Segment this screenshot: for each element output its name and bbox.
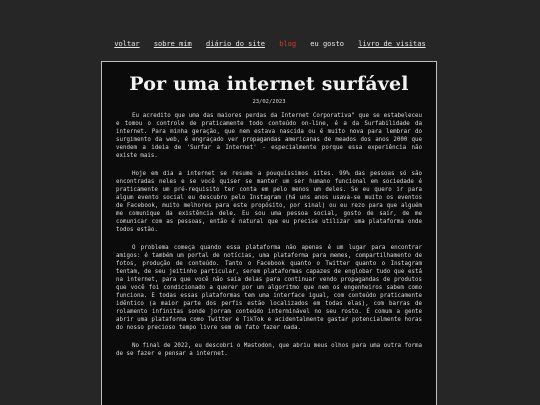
nav-link-voltar[interactable]: voltar: [114, 40, 140, 48]
post-paragraph: Hoje em dia a internet se resume a pouquíssimos sites. 99% das pessoas só são encontradas neles e se você quiser se manter um ser humano funcional em sociedade é praticamente um pré-requisito ter conta em pelo menos um deles. Se eu quero ir para algum evento social eu descubro pelo Instagram (há uns anos usava-se muito os eventos de Facebook, muito melhores para este propósito, por sinal) ou eu rezo para que alguém me comunique da existência dele. Eu sou uma pessoa social, gosto de sair, de me comunicar com as pessoas, então é natural que eu precise utilizar uma plataforma onde todos estão.: [116, 171, 422, 233]
post-paragraph: No final de 2022, eu descobri o Mastodon, que abriu meus olhos para uma outra forma de se fazer e pensar a internet.: [116, 343, 422, 357]
nav-link-sobre-mim[interactable]: sobre mim: [153, 40, 192, 48]
post-body[interactable]: [116, 112, 422, 368]
post-date: 23/02/2023: [252, 99, 286, 105]
post-paragraph: O problema começa quando essa plataforma não apenas é um lugar para encontrar amigos: é também um portal de notícias, uma plataforma para memes, compartilhamento de fotos, produção de conteúdo. Tanto o Facebook quanto o Twitter quanto o Instagram tentam, de seu jeitinho particular, serem plataformas capazes de englobar tudo que está na internet, para que você não saia delas para continuar vendo propagandas de produtos que você foi condicionado a querer por um algoritmo que nem os engenheiros sabem como funciona. E todas essas plataformas tem uma interface igual, com conteúdo praticamente idêntico (a maior parte dos perfis estão localizados em todas elas), com barras de rolamento infinitas sonde jorram conteúdo interminável no seu rosto. É comum a gente abrir uma plataforma como Twitter e TikTok e acidentalmente gastar potencialmente horas do nosso precioso tempo livre sem de fato fazer nada.: [116, 245, 422, 331]
nav-link-blog[interactable]: blog: [279, 40, 297, 48]
nav-link-eu-gosto[interactable]: eu gosto: [310, 40, 345, 48]
post-title: Por uma internet surfável: [129, 73, 409, 95]
nav-link-livro-de-visitas[interactable]: livro de visitas: [358, 40, 426, 48]
blog-post-panel: [101, 61, 437, 405]
post-paragraph: Eu acredito que uma das maiores perdas da Internet Corporativa" que se estabeleceu e tomou o controle de praticamente todo conteúdo on-line, é a da Surfabilidade da internet. Para minha geração, que nem estava nascida ou é muito nova para lembrar do surgimento da web, é engraçado ver propagandas americanas de meados dos anos 2000 que vendem a ideia de 'Surfar a Internet' - especialmente porque essa experiência não existe mais.: [116, 113, 422, 159]
top-navigation: [0, 40, 540, 48]
nav-link-diario-do-site[interactable]: diário do site: [205, 40, 265, 48]
